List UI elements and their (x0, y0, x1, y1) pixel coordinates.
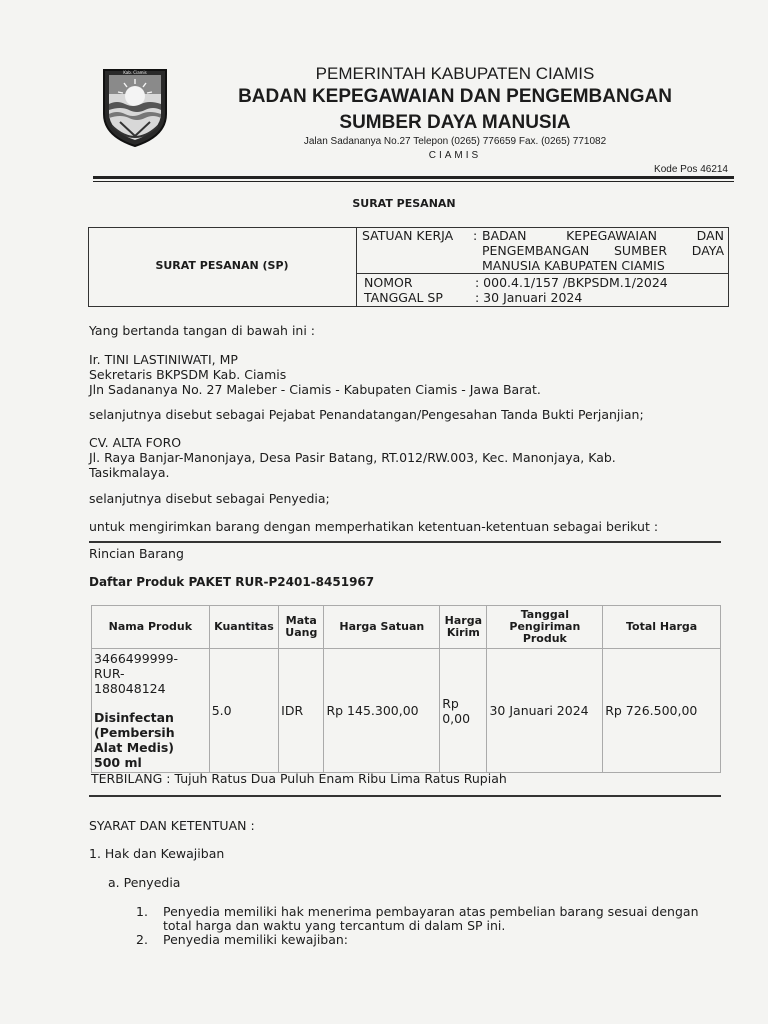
product-code-1: 3466499999- (94, 651, 179, 666)
product-code-2: RUR- (94, 666, 125, 681)
table-header-row (92, 606, 721, 649)
terms-text-1b: total harga dan waktu yang tercantum di dalam SP ini. (163, 918, 506, 933)
amount-in-words: TERBILANG : Tujuh Ratus Dua Puluh Enam Ribu Lima Ratus Rupiah (91, 771, 507, 786)
terms-item-1: 1. Hak dan Kewajiban (89, 846, 225, 861)
terms-num-2: 2. (136, 932, 148, 947)
intro-text: Yang bertanda tangan di bawah ini : (89, 323, 316, 338)
letterhead-rule (93, 176, 734, 179)
postal-code: Kode Pos 46214 (654, 164, 728, 175)
document-title: SURAT PESANAN (352, 197, 456, 210)
col-header-harga-kirim: Harga Kirim (440, 606, 487, 649)
product-list-title: Daftar Produk PAKET RUR-P2401-8451967 (89, 575, 375, 589)
col-header-tanggal: Tanggal Pengiriman Produk (487, 606, 603, 649)
satuan-kerja-line-1: BADAN KEPEGAWAIAN DAN (482, 228, 724, 243)
vendor-role-text: selanjutnya disebut sebagai Penyedia; (89, 491, 330, 506)
letterhead-rule-thin (93, 181, 734, 182)
header-row-divider (357, 273, 728, 274)
signer-role-text: selanjutnya disebut sebagai Pejabat Penandatangan/Pengesahan Tanda Bukti Perjanjian; (89, 407, 644, 422)
tanggal-label: TANGGAL SP (364, 290, 443, 305)
signer-position: Sekretaris BKPSDM Kab. Ciamis (89, 367, 287, 382)
col-header-mata-uang: Mata Uang (279, 606, 324, 649)
vendor-address-line1: Jl. Raya Banjar-Manonjaya, Desa Pasir Batang, RT.012/RW.003, Kec. Manonjaya, Kab. (89, 450, 616, 465)
satuan-kerja-line-2: PENGEMBANGAN SUMBER DAYA (482, 243, 724, 258)
sp-label: SURAT PESANAN (SP) (155, 259, 289, 272)
cell-total: Rp 726.500,00 (603, 649, 721, 773)
col-header-total: Total Harga (603, 606, 721, 649)
product-table (91, 605, 721, 773)
satuan-kerja-colon: : (473, 228, 478, 243)
col-header-harga-satuan: Harga Satuan (324, 606, 440, 649)
table-row (92, 649, 721, 773)
terms-sub-a: a. Penyedia (108, 875, 181, 890)
terms-heading: SYARAT DAN KETENTUAN : (89, 818, 255, 833)
terms-num-1: 1. (136, 904, 148, 919)
nomor-label: NOMOR (364, 275, 413, 290)
product-code-3: 188048124 (94, 681, 166, 696)
letterhead-government: PEMERINTAH KABUPATEN CIAMIS (315, 64, 595, 83)
letterhead-agency-line2: SUMBER DAYA MANUSIA (339, 112, 571, 133)
vendor-address-line2: Tasikmalaya. (89, 465, 170, 480)
purpose-text: untuk mengirimkan barang dengan memperhatikan ketentuan-ketentuan sebagai berikut : (89, 519, 659, 534)
satuan-kerja-line-3: MANUSIA KABUPATEN CIAMIS (482, 258, 665, 273)
signer-address: Jln Sadananya No. 27 Maleber - Ciamis - Kabupaten Ciamis - Jawa Barat. (89, 382, 541, 397)
letterhead-city: CIAMIS (428, 150, 482, 161)
section-rule-2 (89, 795, 721, 797)
vendor-name: CV. ALTA FORO (89, 435, 182, 450)
cell-shipping: Rp 0,00 (440, 649, 487, 773)
col-header-kuantitas: Kuantitas (209, 606, 278, 649)
nomor-value: : 000.4.1/157 /BKPSDM.1/2024 (475, 275, 668, 290)
satuan-kerja-label: SATUAN KERJA (362, 228, 454, 243)
cell-qty: 5.0 (209, 649, 278, 773)
rincian-label: Rincian Barang (89, 546, 184, 561)
header-divider (356, 227, 357, 307)
svg-text:Kab. Ciamis: Kab. Ciamis (123, 70, 147, 75)
col-header-nama: Nama Produk (92, 606, 210, 649)
section-rule (89, 541, 721, 543)
terms-text-2: Penyedia memiliki kewajiban: (163, 932, 349, 947)
letterhead-agency-line1: BADAN KEPEGAWAIAN DAN PENGEMBANGAN (238, 86, 672, 107)
cell-date: 30 Januari 2024 (487, 649, 603, 773)
letterhead-address: Jalan Sadananya No.27 Telepon (0265) 776659 Fax. (0265) 771082 (303, 136, 607, 147)
cell-unit-price: Rp 145.300,00 (324, 649, 440, 773)
cell-product (92, 649, 210, 773)
terms-text-1a: Penyedia memiliki hak menerima pembayaran atas pembelian barang sesuai dengan (163, 904, 699, 919)
product-description: Disinfectan (Pembersih Alat Medis) 500 ml (94, 710, 175, 770)
signer-name: Ir. TINI LASTINIWATI, MP (89, 352, 238, 367)
cell-currency: IDR (279, 649, 324, 773)
tanggal-value: : 30 Januari 2024 (475, 290, 583, 305)
